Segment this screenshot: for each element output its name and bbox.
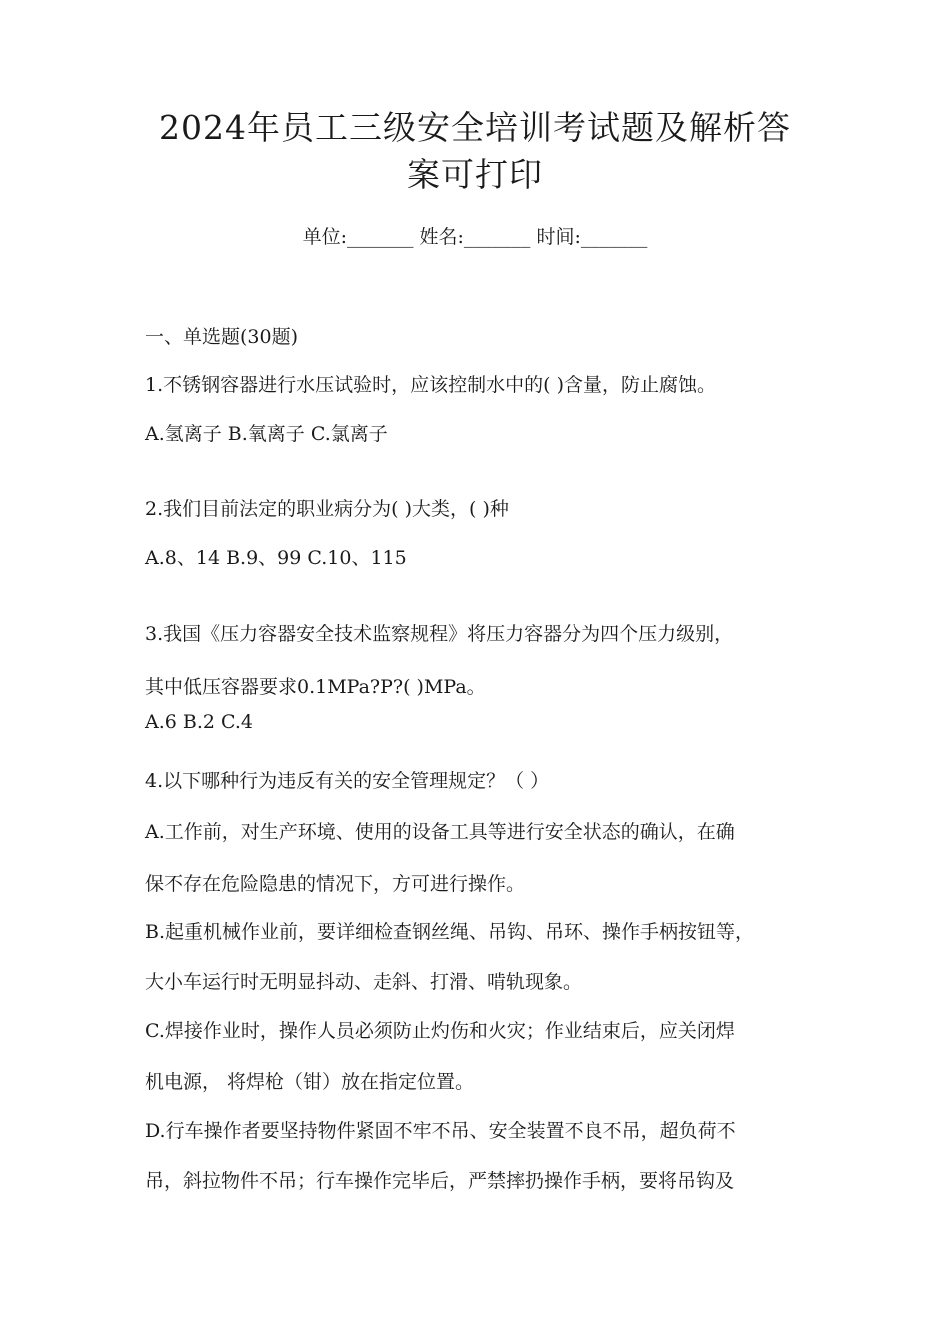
- question-2-stem: 2.我们目前法定的职业病分为( )大类，( )种: [145, 498, 509, 520]
- question-4-option-a-line-1: A.工作前，对生产环境、使用的设备工具等进行安全状态的确认，在确: [145, 821, 735, 843]
- question-4-option-b-line-1: B.起重机械作业前，要详细检查钢丝绳、吊钩、吊环、操作手柄按钮等，: [145, 921, 755, 943]
- question-4-option-c-line-2: 机电源， 将焊枪（钳）放在指定位置。: [145, 1071, 475, 1093]
- section-heading: 一、单选题(30题): [145, 326, 299, 348]
- question-4-option-b-line-2: 大小车运行时无明显抖动、走斜、打滑、啃轨现象。: [145, 971, 583, 993]
- question-3-stem-line-1: 3.我国《压力容器安全技术监察规程》将压力容器分为四个压力级别，: [145, 623, 734, 645]
- question-1-options: A.氢离子 B.氧离子 C.氯离子: [145, 423, 388, 445]
- question-4-option-d-line-2: 吊，斜拉物件不吊；行车操作完毕后，严禁摔扔操作手柄，要将吊钩及: [145, 1170, 735, 1192]
- document-title-line-1: 2024年员工三级安全培训考试题及解析答: [159, 108, 791, 147]
- question-3-stem-line-2: 其中低压容器要求0.1MPa?P?( )MPa。: [145, 676, 486, 698]
- question-4-option-c-line-1: C.焊接作业时，操作人员必须防止灼伤和火灾；作业结束后，应关闭焊: [145, 1020, 735, 1042]
- header-fields: 单位:_______ 姓名:_______ 时间:_______: [302, 226, 648, 248]
- question-4-option-d-line-1: D.行车操作者要坚持物件紧固不牢不吊、安全装置不良不吊，超负荷不: [145, 1120, 736, 1142]
- document-title-line-2: 案可打印: [407, 155, 543, 194]
- question-4-stem: 4.以下哪种行为违反有关的安全管理规定？（ ）: [145, 770, 550, 792]
- question-4-option-a-line-2: 保不存在危险隐患的情况下，方可进行操作。: [145, 873, 526, 895]
- question-1-stem: 1.不锈钢容器进行水压试验时，应该控制水中的( )含量，防止腐蚀。: [145, 374, 716, 396]
- question-3-options: A.6 B.2 C.4: [145, 711, 254, 733]
- question-2-options: A.8、14 B.9、99 C.10、115: [145, 547, 407, 569]
